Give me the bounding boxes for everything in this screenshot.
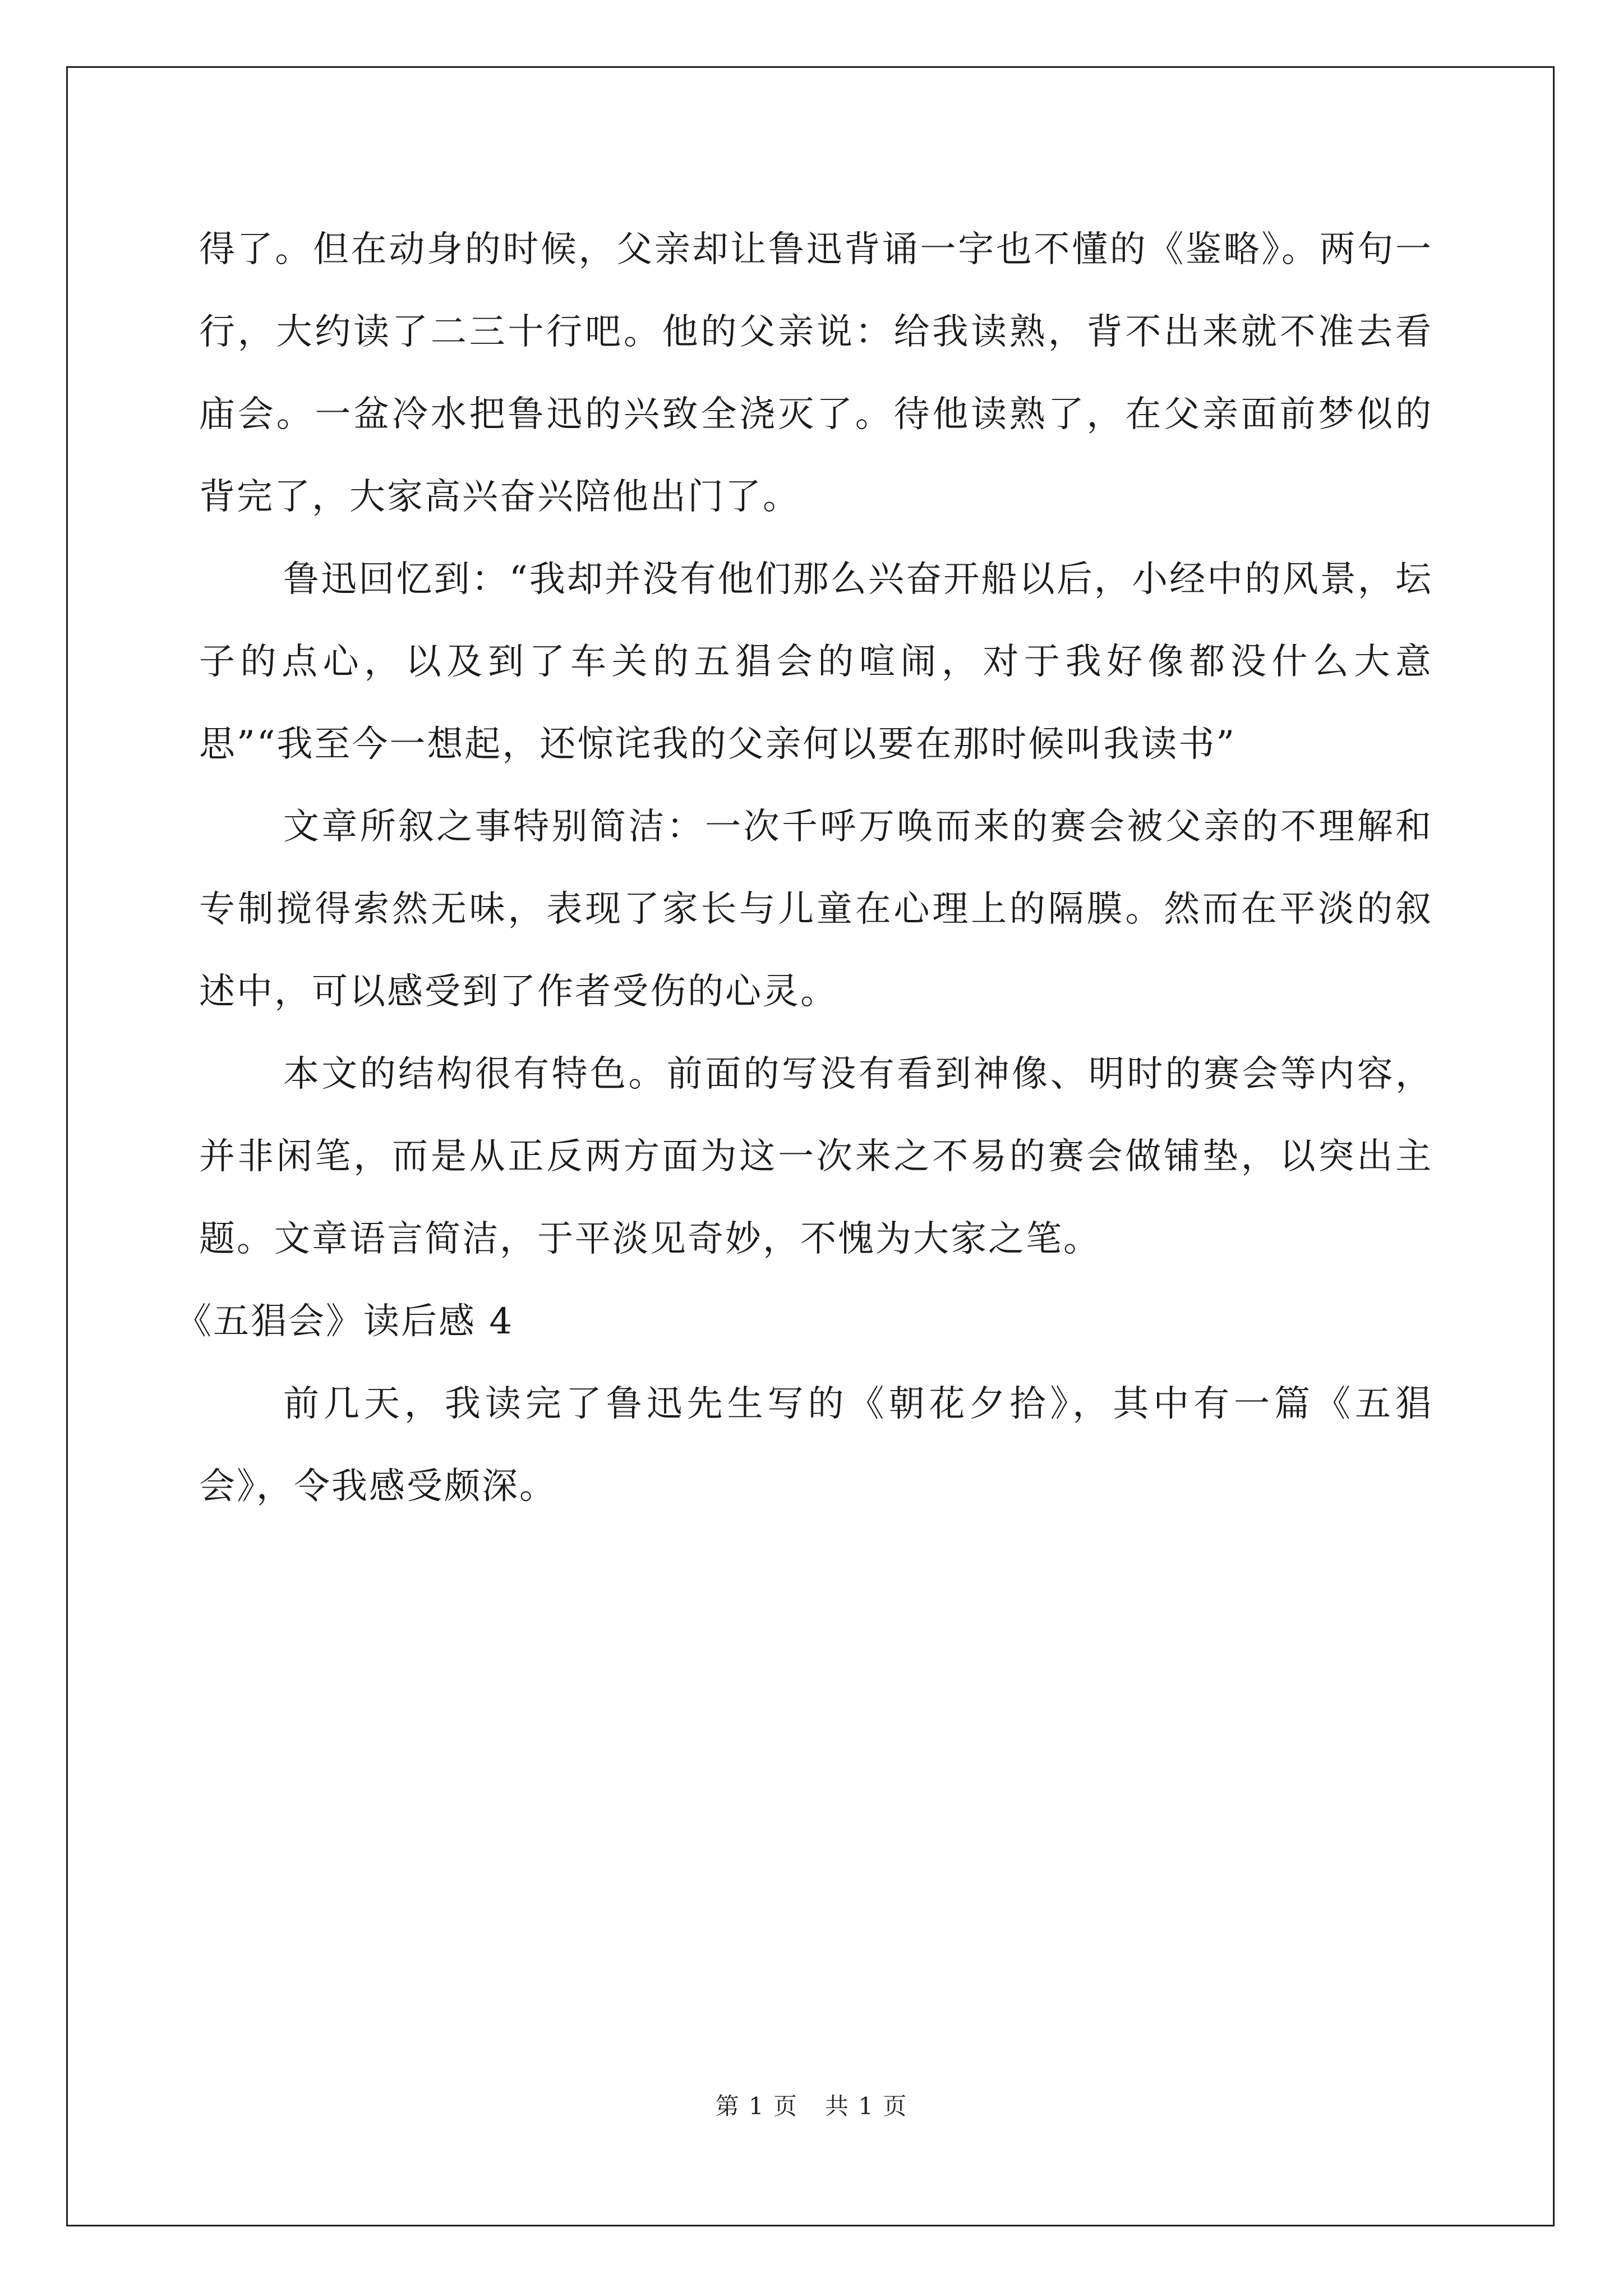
page-total: 共 1 页	[825, 2092, 908, 2120]
page-number: 第 1 页	[715, 2092, 798, 2120]
section-heading: 《五猖会》读后感 4	[176, 1301, 514, 1342]
paragraph-1: 得了。但在动身的时候，父亲却让鲁迅背诵一字也不懂的《鉴略》。两句一行，大约读了二三十行吧。他的父亲说：给我读熟，背不出来就不准去看庙会。一盆冷水把鲁迅的兴致全浇灭了。待他读熟了，在父亲面前梦似的背完了，大家高兴奋兴陪他出门了。	[199, 229, 1433, 518]
paragraph-2: 鲁迅回忆到：“我却并没有他们那么兴奋开船以后，小经中的风景，坛子的点心，以及到了车关的五猖会的喧闹，对于我好像都没什么大意思”“我至今一想起，还惊诧我的父亲何以要在那时候叫我读书”	[199, 559, 1433, 765]
paragraph-4: 本文的结构很有特色。前面的写没有看到神像、明时的赛会等内容，并非闲笔，而是从正反两方面为这一次来之不易的赛会做铺垫，以突出主题。文章语言简洁，于平淡见奇妙，不愧为大家之笔。	[199, 1053, 1433, 1260]
page-footer	[0, 2088, 1623, 2122]
paragraph-3: 文章所叙之事特别简洁：一次千呼万唤而来的赛会被父亲的不理解和专制搅得索然无味，表现了家长与儿童在心理上的隔膜。然而在平淡的叙述中，可以感受到了作者受伤的心灵。	[199, 806, 1433, 1013]
paragraph-5: 前几天，我读完了鲁迅先生写的《朝花夕拾》，其中有一篇《五猖会》，令我感受颇深。	[199, 1383, 1433, 1507]
document-body	[176, 209, 1433, 1528]
